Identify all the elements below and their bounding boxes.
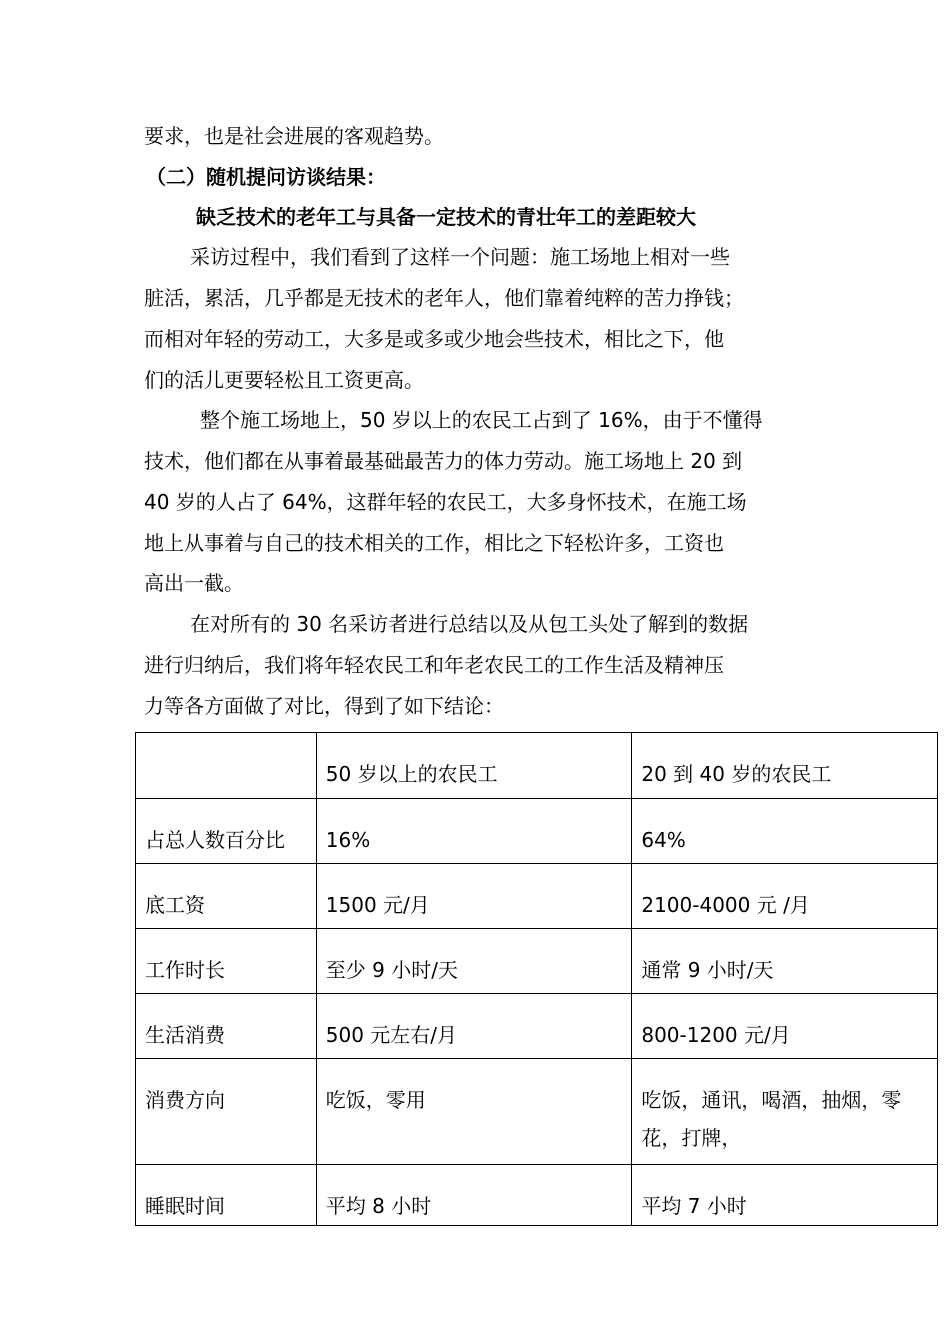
- sub-heading: 缺乏技术的老年工与具备一定技术的青壮年工的差距较大: [196, 205, 696, 229]
- table-row: [136, 1165, 938, 1226]
- paragraph-line: 进行归纳后，我们将年轻农民工和年老农民工的工作生活及精神压: [144, 653, 724, 677]
- paragraph-line: 整个施工场地上，50 岁以上的农民工占到了 16%，由于不懂得: [200, 408, 763, 432]
- section-heading: （二）随机提问访谈结果：: [146, 165, 386, 189]
- paragraph-line: 脏活，累活，几乎都是无技术的老年人，他们靠着纯粹的苦力挣钱；: [144, 286, 744, 310]
- row-label-cell: 工作时长: [136, 929, 317, 994]
- table-cell: 500 元左右/月: [316, 994, 632, 1059]
- table-cell: 平均 8 小时: [316, 1165, 632, 1226]
- row-label-cell: 底工资: [136, 864, 317, 929]
- paragraph-line: 要求，也是社会进展的客观趋势。: [144, 124, 444, 148]
- table-cell: 吃饭，零用: [316, 1059, 632, 1165]
- table-cell: 2100-4000 元 /月: [632, 864, 938, 929]
- comparison-table: [135, 732, 938, 1226]
- row-label-cell: 消费方向: [136, 1059, 317, 1165]
- table-row: [136, 994, 938, 1059]
- table-cell: 16%: [316, 799, 632, 864]
- table-cell: 吃饭，通讯，喝酒，抽烟，零花，打牌，: [632, 1059, 938, 1165]
- row-label-cell: 生活消费: [136, 994, 317, 1059]
- table-header-row: [136, 733, 938, 799]
- paragraph-line: 们的活儿更要轻松且工资更高。: [144, 368, 424, 392]
- header-cell: [136, 733, 317, 799]
- table-cell: 至少 9 小时/天: [316, 929, 632, 994]
- paragraph-line: 40 岁的人占了 64%，这群年轻的农民工，大多身怀技术，在施工场: [144, 490, 747, 514]
- table-cell: 1500 元/月: [316, 864, 632, 929]
- table-row: [136, 929, 938, 994]
- header-cell: 50 岁以上的农民工: [316, 733, 632, 799]
- paragraph-line: 高出一截。: [144, 571, 244, 595]
- table-cell: 平均 7 小时: [632, 1165, 938, 1226]
- row-label-cell: 占总人数百分比: [136, 799, 317, 864]
- paragraph-line: 在对所有的 30 名采访者进行总结以及从包工头处了解到的数据: [190, 612, 749, 636]
- table-row: [136, 1059, 938, 1165]
- paragraph-line: 技术，他们都在从事着最基础最苦力的体力劳动。施工场地上 20 到: [144, 449, 743, 473]
- table-cell: 通常 9 小时/天: [632, 929, 938, 994]
- header-cell: 20 到 40 岁的农民工: [632, 733, 938, 799]
- table-cell: 800-1200 元/月: [632, 994, 938, 1059]
- paragraph-line: 采访过程中，我们看到了这样一个问题：施工场地上相对一些: [190, 245, 730, 269]
- table-row: [136, 799, 938, 864]
- table-row: [136, 864, 938, 929]
- paragraph-line: 而相对年轻的劳动工，大多是或多或少地会些技术，相比之下，他: [144, 327, 724, 351]
- row-label-cell: 睡眠时间: [136, 1165, 317, 1226]
- table-cell: 64%: [632, 799, 938, 864]
- paragraph-line: 力等各方面做了对比，得到了如下结论：: [144, 694, 504, 718]
- paragraph-line: 地上从事着与自己的技术相关的工作，相比之下轻松许多，工资也: [144, 531, 724, 555]
